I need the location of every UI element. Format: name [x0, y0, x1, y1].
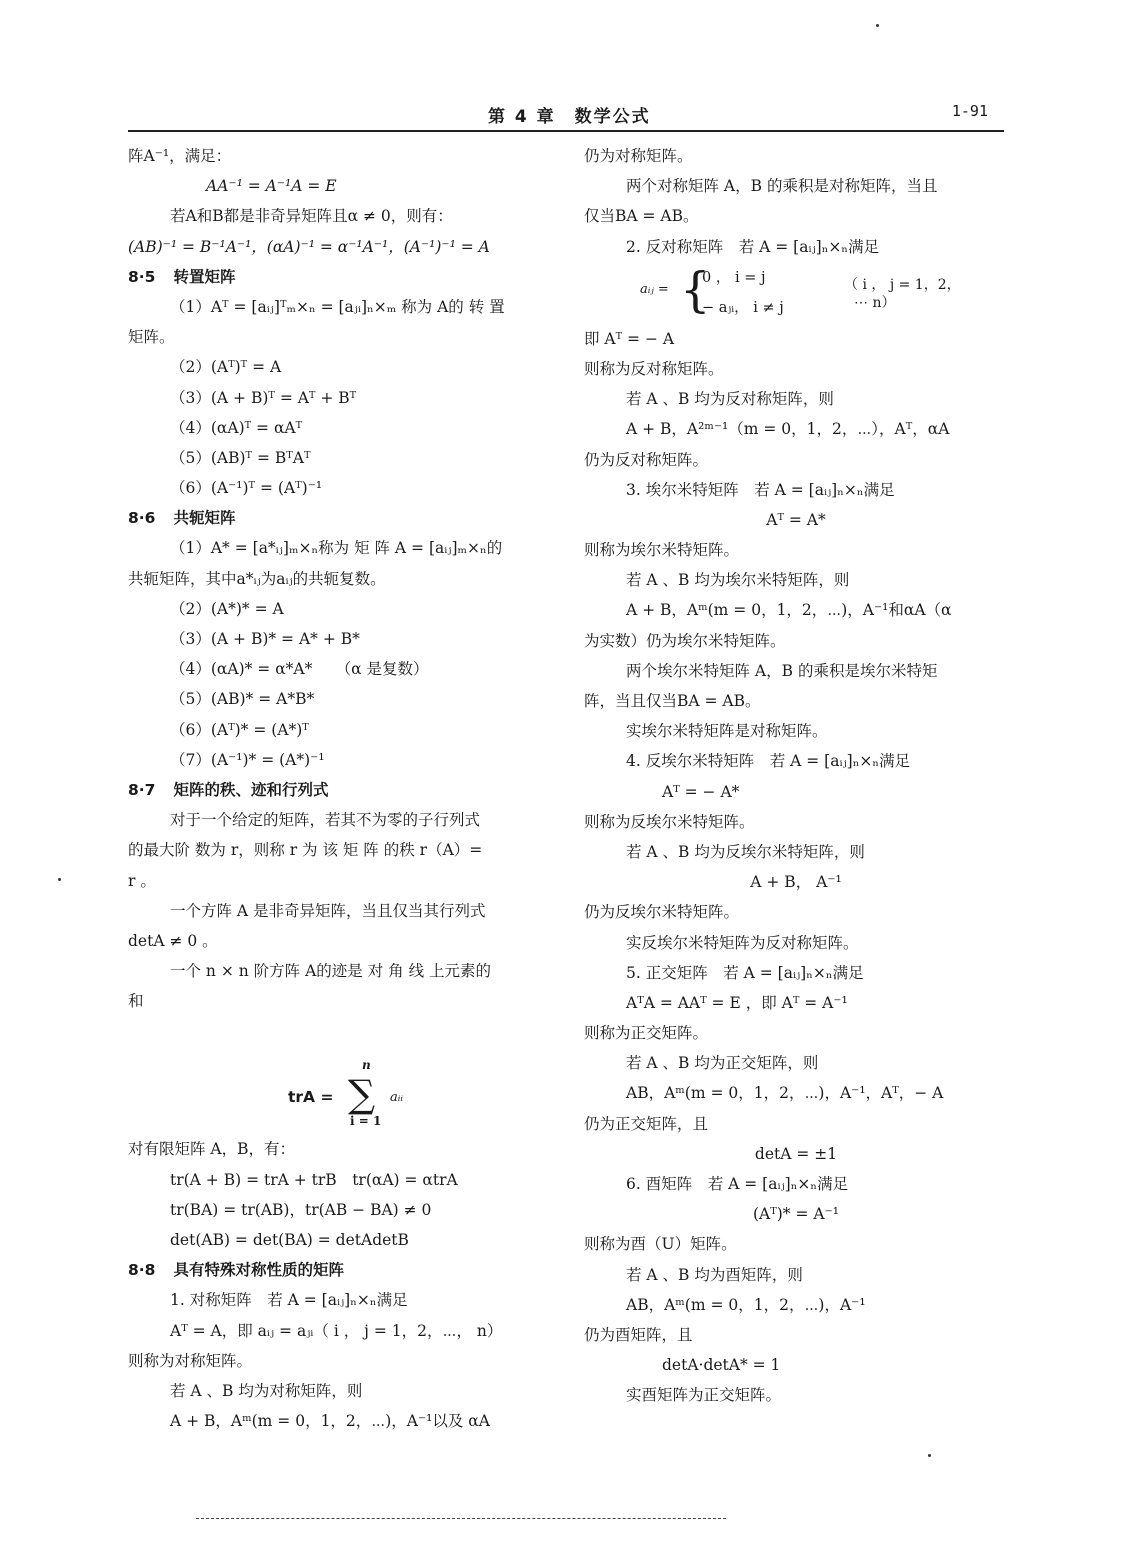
formula-line: （6）(Aᵀ)* = (A*)ᵀ: [170, 720, 309, 739]
formula-line: （4）(αA)ᵀ = αAᵀ: [170, 418, 303, 437]
section-number: 8·8: [128, 1261, 156, 1280]
antisymmetric-definition: [584, 262, 1008, 324]
text-line: 1. 对称矩阵 若 A = [aᵢⱼ]ₙ×ₙ满足: [170, 1291, 408, 1310]
section-number: 8·6: [128, 509, 156, 528]
brace-lhs: aᵢⱼ =: [640, 281, 669, 297]
text-line: 若 A 、B 均为反对称矩阵，则: [626, 390, 834, 409]
text-line: 两个对称矩阵 A，B 的乘积是对称矩阵，当且: [626, 177, 938, 196]
text-line: （1）A* = [a*ᵢⱼ]ₘ×ₙ称为 矩 阵 A = [aᵢⱼ]ₘ×ₙ的: [170, 539, 503, 558]
text-line: detA ≠ 0 。: [128, 931, 218, 950]
left-column: [128, 141, 558, 1436]
brace-condition: （ i ， j = 1，2，: [844, 276, 961, 293]
brace-case-2: − aⱼᵢ， i ≠ j: [702, 299, 784, 316]
text-line: 为实数）仍为埃尔米特矩阵。: [584, 631, 786, 650]
formula-line: detA·detA* = 1: [662, 1356, 781, 1375]
scan-speck: [876, 24, 879, 27]
text-line: （1）Aᵀ = [aᵢⱼ]ᵀₘ×ₙ = [aⱼᵢ]ₙ×ₘ 称为 A的 转 置: [170, 297, 505, 316]
right-column: [584, 141, 1008, 1411]
formula-line: （3）(A + B)* = A* + B*: [170, 630, 360, 648]
brace-case-1: 0 ， i = j: [702, 269, 766, 286]
text-line: 则称为正交矩阵。: [584, 1024, 709, 1043]
section-title: 转置矩阵: [173, 267, 236, 286]
text-line: 仍为正交矩阵，且: [584, 1114, 709, 1133]
formula-line: tr(A + B) = trA + trB tr(αA) = αtrA: [170, 1170, 458, 1189]
text-line: 仅当BA = AB。: [584, 207, 699, 226]
text-line: 和: [128, 992, 144, 1011]
formula-line: （7）(A⁻¹)* = (A*)⁻¹: [170, 750, 325, 769]
text-line: 若 A 、B 均为反埃尔米特矩阵，则: [626, 842, 865, 861]
text-line: 2. 反对称矩阵 若 A = [aᵢⱼ]ₙ×ₙ满足: [626, 237, 880, 256]
formula-line: （5）(AB)* = A*B*: [170, 690, 315, 709]
sum-lower-limit: i = 1: [350, 1114, 382, 1129]
section-heading-8-5: [128, 262, 558, 292]
scan-speck: [928, 1454, 931, 1457]
text-line: 若 A 、B 均为对称矩阵，则: [170, 1381, 363, 1400]
page-header: [128, 100, 1004, 132]
formula-line: Aᵀ = A，即 aᵢⱼ = aⱼᵢ（ i ， j = 1，2，⋯， n）: [170, 1321, 503, 1340]
formula-line: A + B，Aᵐ(m = 0，1，2，⋯)，A⁻¹和αA（α: [626, 601, 952, 620]
brace-condition-cont: ⋯ n）: [854, 294, 896, 311]
text-line: 仍为酉矩阵，且: [584, 1325, 693, 1344]
text-line: 对于一个给定的矩阵，若其不为零的子行列式: [170, 811, 481, 830]
section-heading-8-7: [128, 775, 558, 805]
trace-lhs: trA =: [288, 1088, 334, 1107]
chapter-title: 第 4 章 数学公式: [488, 107, 651, 127]
text-line: 若 A 、B 均为埃尔米特矩阵，则: [626, 571, 850, 590]
text-line: 若 A 、B 均为酉矩阵，则: [626, 1265, 803, 1284]
formula-line: det(AB) = det(BA) = detAdetB: [170, 1231, 409, 1249]
text-line: 实酉矩阵为正交矩阵。: [626, 1386, 782, 1405]
formula-line: （2）(A*)* = A: [170, 599, 284, 618]
formula-line: (AB)⁻¹ = B⁻¹A⁻¹，(αA)⁻¹ = α⁻¹A⁻¹，(A⁻¹)⁻¹ = A: [128, 237, 490, 256]
text-line: 一个 n × n 阶方阵 A的迹是 对 角 线 上元素的: [170, 962, 491, 981]
sum-upper-limit: n: [362, 1058, 371, 1073]
text-line: r 。: [128, 871, 156, 890]
text-line: 的最大阶 数为 r，则称 r 为 该 矩 阵 的秩 r（A）=: [128, 841, 483, 860]
text-line: 阵A⁻¹，满足：: [128, 147, 232, 165]
formula-line: （5）(AB)ᵀ = BᵀAᵀ: [170, 448, 311, 467]
formula-line: AᵀA = AAᵀ = E ，即 Aᵀ = A⁻¹: [626, 993, 848, 1012]
text-line: 若A和B都是非奇异矩阵且α ≠ 0，则有：: [170, 207, 453, 226]
formula-line: AB，Aᵐ(m = 0，1，2，⋯)，A⁻¹，Aᵀ，− A: [626, 1084, 944, 1103]
formula-line: （2）(Aᵀ)ᵀ = A: [170, 358, 282, 377]
formula-line: Aᵀ = A*: [766, 510, 826, 529]
formula-line: A + B， A⁻¹: [750, 873, 842, 892]
section-title: 矩阵的秩、迹和行列式: [173, 780, 329, 799]
text-line: 一个方阵 A 是非奇异矩阵，当且仅当其行列式: [170, 901, 486, 920]
text-line: 4. 反埃尔米特矩阵 若 A = [aᵢⱼ]ₙ×ₙ满足: [626, 752, 911, 771]
text-line: 仍为反埃尔米特矩阵。: [584, 903, 740, 922]
sigma-symbol: ∑: [348, 1072, 376, 1117]
formula-line: （4）(αA)* = α*A* （α 是复数）: [170, 660, 429, 679]
text-line: 两个埃尔米特矩阵 A，B 的乘积是埃尔米特矩: [626, 661, 938, 680]
text-line: 3. 埃尔米特矩阵 若 A = [aᵢⱼ]ₙ×ₙ满足: [626, 480, 895, 499]
scan-speck: [58, 878, 61, 881]
text-line: 实反埃尔米特矩阵为反对称矩阵。: [626, 933, 859, 952]
formula-line: （3）(A + B)ᵀ = Aᵀ + Bᵀ: [170, 388, 357, 407]
text-line: 仍为反对称矩阵。: [584, 450, 709, 469]
formula-line: tr(BA) = tr(AB)，tr(AB − BA) ≠ 0: [170, 1200, 432, 1219]
formula-line: 即 Aᵀ = − A: [584, 329, 675, 348]
text-line: 共轭矩阵，其中a*ᵢⱼ为aᵢⱼ的共轭复数。: [128, 569, 386, 588]
section-number: 8·7: [128, 780, 156, 799]
text-line: 若 A 、B 均为正交矩阵，则: [626, 1054, 819, 1073]
section-heading-8-8: [128, 1255, 558, 1285]
text-line: 仍为对称矩阵。: [584, 147, 693, 165]
footer-rule: [196, 1518, 726, 1519]
formula-line: AA⁻¹ = A⁻¹A = E: [206, 177, 337, 196]
section-heading-8-6: [128, 503, 558, 533]
text-line: 则称为埃尔米特矩阵。: [584, 541, 740, 560]
formula-line: （6）(A⁻¹)ᵀ = (Aᵀ)⁻¹: [170, 479, 323, 498]
formula-line: A + B，A²ᵐ⁻¹（m = 0，1，2，⋯），Aᵀ，αA: [626, 420, 950, 439]
section-title: 共轭矩阵: [173, 509, 236, 528]
page-number: 1-91: [951, 102, 988, 120]
section-number: 8·5: [128, 267, 156, 286]
text-line: 则称为反埃尔米特矩阵。: [584, 812, 755, 831]
text-line: 则称为酉（U）矩阵。: [584, 1235, 737, 1254]
formula-line: detA = ±1: [754, 1144, 838, 1163]
spacer: [128, 1016, 558, 1068]
text-line: 阵，当且仅当BA = AB。: [584, 692, 761, 710]
section-title: 具有特殊对称性质的矩阵: [173, 1261, 344, 1280]
text-line: 则称为对称矩阵。: [128, 1351, 253, 1370]
text-line: 对有限矩阵 A，B，有：: [128, 1140, 296, 1159]
text-line: 实埃尔米特矩阵是对称矩阵。: [626, 722, 828, 741]
formula-line: A + B，Aᵐ(m = 0，1，2，⋯)，A⁻¹以及 αA: [170, 1412, 490, 1431]
formula-line: (Aᵀ)* = A⁻¹: [753, 1205, 839, 1224]
trace-formula: [128, 1058, 558, 1134]
formula-line: AB，Aᵐ(m = 0，1，2，⋯)，A⁻¹: [626, 1295, 866, 1314]
sum-term: aᵢᵢ: [390, 1090, 403, 1106]
text-line: 矩阵。: [128, 328, 175, 347]
formula-line: Aᵀ = − A*: [662, 782, 740, 801]
text-line: 则称为反对称矩阵。: [584, 359, 724, 378]
text-line: 5. 正交矩阵 若 A = [aᵢⱼ]ₙ×ₙ满足: [626, 963, 864, 982]
text-line: 6. 酉矩阵 若 A = [aᵢⱼ]ₙ×ₙ满足: [626, 1175, 849, 1193]
left-brace: {: [680, 261, 711, 318]
